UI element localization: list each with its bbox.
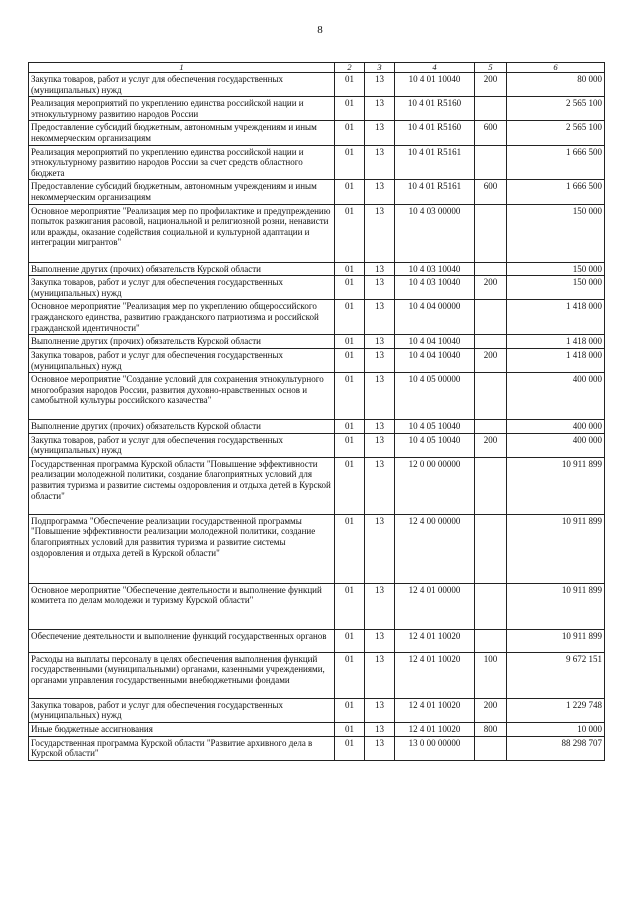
row-target-code: 10 4 01 R5160 [395,97,475,121]
row-name: Закупка товаров, работ и услуг для обеспечения государственных (муниципальных) нужд [29,276,335,300]
row-amount: 10 911 899 [507,583,605,629]
row-amount: 1 418 000 [507,348,605,372]
row-section: 01 [335,121,365,145]
row-subsection: 13 [365,262,395,276]
row-subsection: 13 [365,652,395,698]
row-expense-type [475,514,507,583]
table-row [29,97,605,121]
row-section: 01 [335,514,365,583]
row-expense-type: 200 [475,698,507,722]
row-subsection: 13 [365,373,395,420]
row-expense-type [475,97,507,121]
column-header-name: 1 [29,63,335,73]
row-name: Государственная программа Курской области "Повышение эффективности реализации молодежной политики, создание благоприятных условий для развития туризма и развитие системы оздоровления и отдыха детей в Курской области" [29,457,335,514]
row-subsection: 13 [365,457,395,514]
row-section: 01 [335,420,365,434]
table-row [29,736,605,760]
table-row [29,373,605,420]
row-target-code: 10 4 04 10040 [395,348,475,372]
row-expense-type: 200 [475,276,507,300]
row-section: 01 [335,97,365,121]
row-name: Государственная программа Курской области "Развитие архивного дела в Курской области" [29,736,335,760]
table-row [29,457,605,514]
row-name: Реализация мероприятий по укреплению единства российской нации и этнокультурному развитию народов России [29,97,335,121]
row-expense-type [475,583,507,629]
table-row [29,723,605,737]
row-section: 01 [335,300,365,335]
table-row [29,262,605,276]
row-target-code: 10 4 03 10040 [395,276,475,300]
row-target-code: 10 4 01 R5161 [395,180,475,204]
row-amount: 10 911 899 [507,457,605,514]
row-expense-type [475,457,507,514]
row-expense-type: 200 [475,348,507,372]
row-subsection: 13 [365,121,395,145]
row-target-code: 10 4 05 10040 [395,433,475,457]
row-section: 01 [335,373,365,420]
row-name: Предоставление субсидий бюджетным, автономным учреждениям и иным некоммерческим организациям [29,180,335,204]
row-subsection: 13 [365,300,395,335]
row-subsection: 13 [365,420,395,434]
table-row [29,276,605,300]
row-section: 01 [335,204,365,262]
row-name: Реализация мероприятий по укреплению единства российской нации и этнокультурному развитию народов России за счет средств областного бюджета [29,145,335,180]
row-subsection: 13 [365,204,395,262]
row-target-code: 13 0 00 00000 [395,736,475,760]
row-subsection: 13 [365,723,395,737]
table-row [29,629,605,652]
row-target-code: 12 0 00 00000 [395,457,475,514]
row-name: Выполнение других (прочих) обязательств Курской области [29,420,335,434]
row-section: 01 [335,433,365,457]
row-amount: 150 000 [507,276,605,300]
row-amount: 88 298 707 [507,736,605,760]
row-target-code: 10 4 03 10040 [395,262,475,276]
row-name: Выполнение других (прочих) обязательств Курской области [29,262,335,276]
row-section: 01 [335,736,365,760]
row-subsection: 13 [365,514,395,583]
table-row [29,514,605,583]
row-subsection: 13 [365,736,395,760]
row-name: Основное мероприятие "Обеспечение деятельности и выполнение функций комитета по делам молодежи и туризму Курской области" [29,583,335,629]
row-expense-type: 200 [475,433,507,457]
row-expense-type: 800 [475,723,507,737]
row-name: Закупка товаров, работ и услуг для обеспечения государственных (муниципальных) нужд [29,698,335,722]
row-target-code: 10 4 03 00000 [395,204,475,262]
row-amount: 1 418 000 [507,335,605,349]
row-amount: 150 000 [507,262,605,276]
row-target-code: 12 4 00 00000 [395,514,475,583]
row-section: 01 [335,262,365,276]
row-section: 01 [335,652,365,698]
column-header-row [29,63,605,73]
row-expense-type [475,204,507,262]
row-target-code: 10 4 01 R5161 [395,145,475,180]
row-subsection: 13 [365,97,395,121]
row-subsection: 13 [365,698,395,722]
row-amount: 2 565 100 [507,121,605,145]
row-name: Основное мероприятие "Создание условий для сохранения этнокультурного многообразия народов России, развития духовно-нравственных основ и самобытной культуры российского казачества" [29,373,335,420]
row-section: 01 [335,276,365,300]
row-subsection: 13 [365,348,395,372]
column-header-target-code: 4 [395,63,475,73]
row-amount: 1 229 748 [507,698,605,722]
row-expense-type [475,335,507,349]
table-row [29,348,605,372]
row-expense-type: 600 [475,121,507,145]
row-subsection: 13 [365,73,395,97]
row-expense-type [475,420,507,434]
row-target-code: 12 4 01 10020 [395,652,475,698]
row-section: 01 [335,348,365,372]
row-section: 01 [335,335,365,349]
row-subsection: 13 [365,433,395,457]
row-expense-type: 600 [475,180,507,204]
table-row [29,335,605,349]
column-header-section: 2 [335,63,365,73]
table-row [29,180,605,204]
row-section: 01 [335,723,365,737]
page-number: 8 [317,24,323,36]
row-name: Подпрограмма "Обеспечение реализации государственной программы "Повышение эффективности реализации молодежной политики, создание благоприятных условий для развития туризма и развитие системы оздоровления и отдыха детей в Курской области" [29,514,335,583]
row-name: Иные бюджетные ассигнования [29,723,335,737]
row-target-code: 12 4 01 10020 [395,629,475,652]
row-subsection: 13 [365,145,395,180]
row-amount: 10 911 899 [507,629,605,652]
row-section: 01 [335,629,365,652]
row-section: 01 [335,145,365,180]
row-section: 01 [335,583,365,629]
row-name: Закупка товаров, работ и услуг для обеспечения государственных (муниципальных) нужд [29,433,335,457]
row-target-code: 12 4 01 10020 [395,698,475,722]
table-row [29,204,605,262]
row-name: Основное мероприятие "Реализация мер по профилактике и предупреждению попыток разжигания расовой, национальной и религиозной розни, ненависти или вражды, оказание содействия социальной и культурной адаптации и интеграции мигрантов" [29,204,335,262]
row-amount: 2 565 100 [507,97,605,121]
column-header-subsection: 3 [365,63,395,73]
row-section: 01 [335,698,365,722]
table-row [29,652,605,698]
row-name: Закупка товаров, работ и услуг для обеспечения государственных (муниципальных) нужд [29,73,335,97]
table-row [29,698,605,722]
row-amount: 400 000 [507,373,605,420]
table-row [29,433,605,457]
row-amount: 1 666 500 [507,180,605,204]
row-target-code: 10 4 05 00000 [395,373,475,420]
column-header-expense-type: 5 [475,63,507,73]
table-row [29,583,605,629]
row-amount: 150 000 [507,204,605,262]
row-expense-type [475,629,507,652]
row-amount: 400 000 [507,433,605,457]
row-amount: 1 418 000 [507,300,605,335]
row-expense-type: 100 [475,652,507,698]
row-target-code: 10 4 04 00000 [395,300,475,335]
table-row [29,300,605,335]
table-row [29,420,605,434]
row-name: Расходы на выплаты персоналу в целях обеспечения выполнения функций государственными (муниципальными) органами, казенными учреждениями, органами управления государственными внебюджетными фондами [29,652,335,698]
row-amount: 80 000 [507,73,605,97]
row-expense-type: 200 [475,73,507,97]
row-expense-type [475,145,507,180]
row-name: Закупка товаров, работ и услуг для обеспечения государственных (муниципальных) нужд [29,348,335,372]
row-target-code: 10 4 04 10040 [395,335,475,349]
row-target-code: 10 4 05 10040 [395,420,475,434]
table-row [29,73,605,97]
row-name: Выполнение других (прочих) обязательств Курской области [29,335,335,349]
row-expense-type [475,300,507,335]
table-row [29,145,605,180]
row-section: 01 [335,73,365,97]
row-name: Основное мероприятие "Реализация мер по укреплению общероссийского гражданского единства, развитию гражданского патриотизма и российской гражданской идентичности" [29,300,335,335]
row-section: 01 [335,180,365,204]
row-subsection: 13 [365,335,395,349]
row-expense-type [475,262,507,276]
row-name: Обеспечение деятельности и выполнение функций государственных органов [29,629,335,652]
row-subsection: 13 [365,276,395,300]
row-subsection: 13 [365,583,395,629]
row-expense-type [475,736,507,760]
row-amount: 400 000 [507,420,605,434]
row-section: 01 [335,457,365,514]
row-target-code: 10 4 01 10040 [395,73,475,97]
row-amount: 9 672 151 [507,652,605,698]
row-target-code: 12 4 01 10020 [395,723,475,737]
row-target-code: 10 4 01 R5160 [395,121,475,145]
row-subsection: 13 [365,629,395,652]
table-row [29,121,605,145]
row-amount: 10 911 899 [507,514,605,583]
row-name: Предоставление субсидий бюджетным, автономным учреждениям и иным некоммерческим организациям [29,121,335,145]
row-amount: 10 000 [507,723,605,737]
column-header-amount: 6 [507,63,605,73]
row-subsection: 13 [365,180,395,204]
budget-table [28,62,605,761]
row-amount: 1 666 500 [507,145,605,180]
row-expense-type [475,373,507,420]
row-target-code: 12 4 01 00000 [395,583,475,629]
table-body [29,73,605,761]
